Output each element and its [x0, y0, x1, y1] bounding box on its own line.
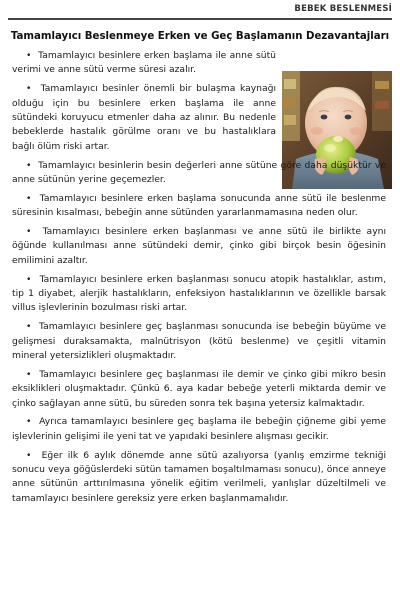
- page-title: Tamamlayıcı Beslenmeye Erken ve Geç Başlamanın Dezavantajları: [10, 31, 390, 42]
- bullet-paragraph: • Tamamlayıcı besinlere erken başlama sonucunda anne sütü ile beslenme süresinin kısalması, bebeğin anne sütünden yararlanmamasına neden olur.: [12, 192, 386, 221]
- bullet-paragraph: • Tamamlayıcı besinlere geç başlanması ile demir ve çinko gibi mikro besin eksiklikleri oluşmaktadır. Çünkü 6. aya kadar bebeğe yeterli miktarda demir ve çinko sağlayan anne sütü, bu süreden sonra tek başına yetersiz kalmaktadır.: [12, 368, 386, 411]
- bullet-paragraph: • Ayrıca tamamlayıcı besinlere geç başlama ile bebeğin çiğneme gibi yeme işlevlerinin gelişimi ile yeni tat ve yapıdaki besinlere alışması gecikir.: [12, 415, 386, 444]
- bullet-paragraph: • Eğer ilk 6 aylık dönemde anne sütü azalıyorsa (yanlış emzirme tekniği sonucu veya göğüslerdeki sütün tamamen boşaltılmaması sonucu), önce anneye anne sütünün arttırılmasına yönelik eğitim verilmeli, yanlışlar düzeltilmeli ve tamamlayıcı besinlere gereksiz yere erken başlanmamalıdır.: [12, 449, 386, 507]
- bullet-paragraph: • Tamamlayıcı besinlere erken başlama ile anne sütü verimi ve anne sütü verme süresi azalır.: [12, 49, 276, 78]
- running-header: BEBEK BESLENMESİ: [294, 4, 392, 14]
- header-rule: [8, 18, 392, 20]
- bullet-list: [12, 49, 386, 511]
- bullet-paragraph: • Tamamlayıcı besinlere erken başlanması sonucu atopik hastalıklar, astım, tip 1 diyabet, alerjik hastalıkların, enfeksiyon hastalıklarının ve özellikle barsak villus işlevlerinin bozulması riski artar.: [12, 273, 386, 316]
- bullet-paragraph: • Tamamlayıcı besinlere geç başlanması sonucunda ise bebeğin büyüme ve gelişmesi duraksamakta, malnütrisyon (kötü beslenme) ve çeşitli vitamin mineral yetersizlikleri oluşmaktadır.: [12, 320, 386, 363]
- bullet-paragraph: • Tamamlayıcı besinlerin besin değerleri anne sütüne göre daha düşüktür ve anne sütünün yerine geçemezler.: [12, 159, 386, 188]
- bullet-paragraph: • Tamamlayıcı besinler önemli bir bulaşma kaynağı olduğu için bu besinlere erken başlama ile anne sütündeki koruyucu etmenler daha az alınır. Bu nedenle bebeklerde hastalık görülme oranı ve bu hastalıklara bağlı ölüm riski artar.: [12, 82, 276, 154]
- bullet-paragraph: • Tamamlayıcı besinlere erken başlanması ve anne sütü ile birlikte aynı öğünde kullanılması anne sütündeki demir, çinko gibi birçok besin öğesinin emilimini azaltır.: [12, 225, 386, 268]
